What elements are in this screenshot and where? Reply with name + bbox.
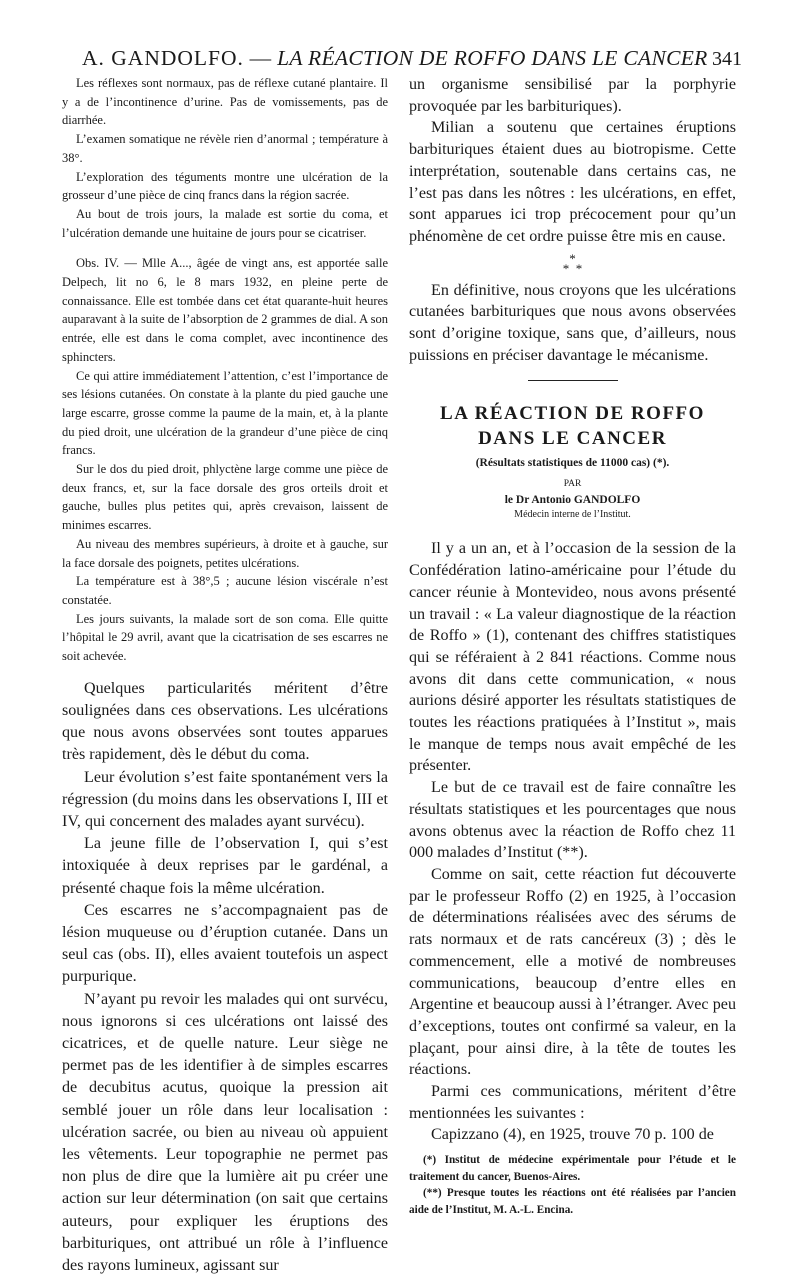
paragraph: L’examen somatique ne révèle rien d’anormal ; température à 38°.: [62, 132, 388, 165]
paragraph: Ces escarres ne s’accompagnaient pas de lésion muqueuse ou d’éruption cutanée. Dans un seul cas (obs. II), elles avaient toutefois un aspect purpurique.: [62, 901, 388, 986]
running-head-text: [82, 46, 708, 71]
header-author: A. GANDOLFO.: [82, 46, 244, 70]
observation-4: [62, 254, 388, 665]
paragraph: N’ayant pu revoir les malades qui ont survécu, nous ignorons si ces ulcérations ont laissé des cicatrices, et de quelle nature. Leur siège ne permet pas de les identifier à de simples escarres de decubitus acutus, quoique la pression ait semblé jouer un rôle dans leur localisation : ulcération sacrée, ou bien au niveau où appuient les vêtements. Leur topographie ne permet pas non plus de dire que la lumière ait pu créer une action sur leur détermination (on sait que certains auteurs, pour expliquer les éruptions des barbituriques, ont attribué un rôle à l’influence des rayons lumineux, agissant sur: [62, 990, 388, 1275]
article-title-line2: DANS LE CANCER: [478, 428, 667, 450]
paragraph: Leur évolution s’est faite spontanément vers la régression (du moins dans les observations I, III et IV, qui concernent des malades ayant survécu).: [62, 768, 388, 831]
paragraph: L’exploration des téguments montre une ulcération de la grosseur d’une pièce de cinq francs dans la région sacrée.: [62, 169, 388, 203]
paragraph: Obs. IV. — Mlle A..., âgée de vingt ans, est apportée salle Delpech, lit no 6, le 8 mars 1932, en pleine perte de connaissance. Elle est tombée dans cet état quarante-huit heures auparavant à la suite de l’absorption de 2 grammes de dial. A son entrée, elle est dans le coma complet, avec incontinence des sphincters.: [62, 256, 388, 364]
paragraph: Comme on sait, cette réaction fut découverte par le professeur Roffo (2) en 1925, à l’occasion de déterminations réalisées avec des sérums de rats normaux et de rats cancéreux (3) ; dès le commencement, elle a motivé de nombreuses communications, beaucoup d’entre elles en Argentine et beaucoup aussi à l’étranger. Avec peu d’exceptions, toutes ont confirmé sa valeur, en la plaçant, pour ainsi dire, à la tête de toutes les réactions.: [409, 865, 736, 1079]
header-title: LA RÉACTION DE ROFFO DANS LE CANCER: [277, 46, 708, 70]
asterism-star: *: [569, 250, 576, 266]
article-subtitle: (Résultats statistiques de 11000 cas) (*).: [475, 457, 670, 470]
paragraph: Au bout de trois jours, la malade est sortie du coma, et l’ulcération demande une huitaine de jours pour se cicatriser.: [62, 206, 388, 240]
paragraph: un organisme sensibilisé par la porphyrie provoquée par les barbituriques).: [409, 76, 736, 115]
paragraph: Quelques particularités méritent d’être soulignées dans ces observations. Les ulcérations que nous avons observées sont toutes apparues très rapidement, dès le début du coma.: [62, 679, 388, 764]
footnote: (**) Presque toutes les réactions ont été réalisées par l’ancien aide de l’Institut, M. A.-L. Encina.: [409, 1187, 736, 1216]
conclusion-block: [409, 280, 736, 367]
paragraph: Sur le dos du pied droit, phlyctène large comme une pièce de deux francs, et, sur la face dorsale des gros orteils droit et gauche, bulles plus petites qui, après crevaison, laissent de minimes escarres.: [62, 462, 388, 533]
paragraph: Au niveau des membres supérieurs, à droite et à gauche, sur la face dorsale des poignets, petites ulcérations.: [62, 536, 388, 570]
byline-author: le Dr Antonio GANDOLFO: [504, 494, 641, 507]
paragraph: Les jours suivants, la malade sort de son coma. Elle quitte l’hôpital le 29 avril, avant que la cicatrisation de ses escarres ne soit achevée.: [62, 611, 388, 664]
article-heading: [409, 401, 736, 522]
paragraph: Les réflexes sont normaux, pas de réflexe cutané plantaire. Il y a de l’incontinence d’urine. Pas de vomissements, pas de diarrhée.: [62, 76, 388, 128]
paragraph: Capizzano (4), en 1925, trouve 70 p. 100 de: [431, 1126, 714, 1144]
paragraph: La jeune fille de l’observation I, qui s’est intoxiquée à deux reprises par le gardénal, a présenté chaque fois la même ulcération.: [62, 835, 388, 897]
header-separator: —: [243, 46, 278, 70]
conclusion: En définitive, nous croyons que les ulcérations cutanées barbituriques que nous avons observées sont d’origine toxique, sans que, d’ailleurs, nous puissions en préciser davantage le mécanisme.: [409, 281, 736, 364]
discussion: [62, 678, 388, 1277]
paragraph: Il y a un an, et à l’occasion de la session de la Confédération latino-américaine pour l’étude du cancer réunie à Montevideo, nous avons présenté un travail : « La valeur diagnostique de la réaction de Roffo » (1), contenant des chiffres statistiques qui se référaient à 2 841 réactions. Comme nous avons dit dans cette communication, « nous aurions désiré apporter les résultats statistiques de toutes les réactions pratiquées à l’Institut », mais le manque de temps nous avait empêché de les présenter.: [409, 540, 736, 775]
footnote: (*) Institut de médecine expérimentale pour l’étude et le traitement du cancer, Buenos-Aires.: [409, 1154, 736, 1183]
right-column: [409, 74, 736, 1218]
observation-end: [62, 74, 388, 242]
article-body: [409, 538, 736, 1146]
paragraph: Milian a soutenu que certaines éruptions barbituriques étaient dues au biotropisme. Cette interprétation, soutenable dans certains cas, ne l’est pas dans les nôtres : les ulcérations, en effet, sont apparues ici trop précocement pour qu’un phénomène de cet ordre puisse être mis en cause.: [409, 119, 736, 245]
paragraph: Parmi ces communications, méritent d’être mentionnées les suivantes :: [409, 1083, 736, 1122]
left-column: [62, 74, 388, 1277]
section-divider: [528, 380, 618, 381]
paragraph: La température est à 38°,5 ; aucune lésion viscérale n’est constatée.: [62, 574, 388, 607]
paragraph: Le but de ce travail est de faire connaître les résultats statistiques et les pourcentages que nous avons obtenus avec la réaction de Roffo chez 11 000 malades d’Institut (**).: [409, 779, 736, 862]
asterism-stars: * *: [562, 260, 583, 276]
byline-par: PAR: [563, 479, 582, 490]
byline-affiliation: Médecin interne de l’Institut.: [514, 509, 631, 521]
asterism: [409, 250, 736, 276]
page-number: 341: [712, 48, 742, 70]
paragraph: Ce qui attire immédiatement l’attention, c’est l’importance de ses lésions cutanées. On constate à la plante du pied gauche une large escarre, grosse comme la paume de la main, et, à la plante du pied droit, une ulcération de la grandeur d’une pièce de cinq francs.: [62, 368, 388, 458]
footnotes: [409, 1152, 736, 1218]
continuation: [409, 74, 736, 248]
article-title-line1: LA RÉACTION DE ROFFO: [440, 403, 705, 425]
